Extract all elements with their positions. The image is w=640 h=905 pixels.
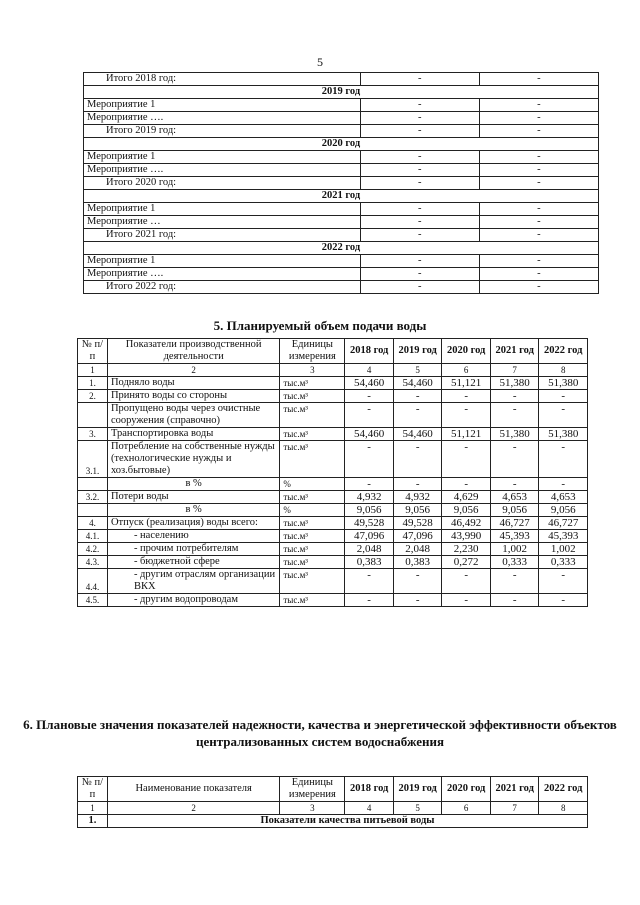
row-number: 4.2. bbox=[78, 543, 108, 556]
col-number: 2 bbox=[107, 802, 279, 815]
value-cell: 45,393 bbox=[539, 530, 588, 543]
table-row bbox=[78, 569, 588, 594]
water-supply-volume-table bbox=[77, 338, 588, 607]
indicator-name: в % bbox=[107, 478, 279, 491]
col-number: 8 bbox=[539, 802, 588, 815]
value-cell: - bbox=[345, 403, 394, 428]
value-cell: 1,002 bbox=[539, 543, 588, 556]
col-header: Единицы измерения bbox=[280, 777, 345, 802]
investment-plan-table bbox=[83, 72, 599, 294]
value-cell: 51,380 bbox=[539, 377, 588, 390]
col-header: 2020 год bbox=[442, 339, 491, 364]
col-number: 1 bbox=[78, 364, 108, 377]
value-cell: - bbox=[539, 594, 588, 607]
indicator-name: Транспортировка воды bbox=[107, 428, 279, 441]
value-cell: 47,096 bbox=[393, 530, 442, 543]
value-cell: 9,056 bbox=[442, 504, 491, 517]
row-number: 1. bbox=[78, 377, 108, 390]
value-cell: - bbox=[442, 594, 491, 607]
value-cell: - bbox=[442, 390, 491, 403]
value-cell: - bbox=[539, 569, 588, 594]
table-row bbox=[78, 377, 588, 390]
table-row bbox=[84, 229, 599, 242]
value-cell: 47,096 bbox=[345, 530, 394, 543]
col-header: 2019 год bbox=[393, 339, 442, 364]
table-row bbox=[84, 112, 599, 125]
col-number: 3 bbox=[280, 802, 345, 815]
row-number: 2. bbox=[78, 390, 108, 403]
value-cell: - bbox=[479, 73, 598, 86]
value-cell: - bbox=[360, 255, 479, 268]
value-cell: - bbox=[345, 390, 394, 403]
item-label: Итого 2018 год: bbox=[84, 73, 361, 86]
unit-cell: тыс.м³ bbox=[280, 530, 345, 543]
value-cell: - bbox=[490, 390, 539, 403]
value-cell: 49,528 bbox=[393, 517, 442, 530]
col-number: 2 bbox=[107, 364, 279, 377]
value-cell: 0,383 bbox=[393, 556, 442, 569]
table-row bbox=[78, 504, 588, 517]
col-header: Единицы измерения bbox=[280, 339, 345, 364]
value-cell: - bbox=[479, 125, 598, 138]
section-5-title: 5. Планируемый объем подачи воды bbox=[213, 318, 427, 333]
table-row bbox=[78, 403, 588, 428]
col-header: 2018 год bbox=[345, 777, 394, 802]
value-cell: 9,056 bbox=[490, 504, 539, 517]
row-number: 4.3. bbox=[78, 556, 108, 569]
unit-cell: тыс.м³ bbox=[280, 428, 345, 441]
table-row bbox=[78, 543, 588, 556]
year-label: 2020 год bbox=[84, 138, 599, 151]
value-cell: 1,002 bbox=[490, 543, 539, 556]
row-number bbox=[78, 504, 108, 517]
value-cell: 54,460 bbox=[345, 428, 394, 441]
value-cell: - bbox=[360, 268, 479, 281]
value-cell: 46,492 bbox=[442, 517, 491, 530]
col-header: Показатели производственной деятельности bbox=[107, 339, 279, 364]
value-cell: 54,460 bbox=[393, 377, 442, 390]
value-cell: 43,990 bbox=[442, 530, 491, 543]
value-cell: 51,380 bbox=[539, 428, 588, 441]
value-cell: - bbox=[479, 164, 598, 177]
value-cell: 2,048 bbox=[393, 543, 442, 556]
table-row bbox=[84, 281, 599, 294]
year-group-row bbox=[84, 138, 599, 151]
value-cell: 51,380 bbox=[490, 428, 539, 441]
col-number: 7 bbox=[490, 802, 539, 815]
value-cell: - bbox=[479, 229, 598, 242]
col-number: 5 bbox=[393, 802, 442, 815]
value-cell: 2,230 bbox=[442, 543, 491, 556]
item-label: Мероприятие 1 bbox=[84, 99, 361, 112]
unit-cell: % bbox=[280, 504, 345, 517]
value-cell: - bbox=[393, 403, 442, 428]
indicator-name: - прочим потребителям bbox=[107, 543, 279, 556]
value-cell: 4,932 bbox=[345, 491, 394, 504]
indicator-name: - другим водопроводам bbox=[107, 594, 279, 607]
header-row bbox=[78, 339, 588, 364]
unit-cell: тыс.м³ bbox=[280, 441, 345, 478]
unit-cell: тыс.м³ bbox=[280, 517, 345, 530]
value-cell: - bbox=[539, 390, 588, 403]
col-header: № п/п bbox=[78, 339, 108, 364]
value-cell: - bbox=[442, 441, 491, 478]
table-row bbox=[84, 164, 599, 177]
table-row bbox=[84, 255, 599, 268]
value-cell: - bbox=[360, 216, 479, 229]
numbering-row bbox=[78, 364, 588, 377]
value-cell: 51,121 bbox=[442, 377, 491, 390]
indicator-name: Подняло воды bbox=[107, 377, 279, 390]
table-row bbox=[78, 815, 588, 828]
row-number: 3.1. bbox=[78, 441, 108, 478]
page-number: 5 bbox=[317, 55, 323, 69]
row-number: 3.2. bbox=[78, 491, 108, 504]
table-row bbox=[78, 491, 588, 504]
item-label: Мероприятие … bbox=[84, 216, 361, 229]
col-header: № п/п bbox=[78, 777, 108, 802]
col-number: 6 bbox=[442, 364, 491, 377]
value-cell: - bbox=[360, 125, 479, 138]
value-cell: - bbox=[479, 281, 598, 294]
col-header: 2021 год bbox=[490, 339, 539, 364]
value-cell: 54,460 bbox=[345, 377, 394, 390]
unit-cell: тыс.м³ bbox=[280, 594, 345, 607]
value-cell: 54,460 bbox=[393, 428, 442, 441]
item-label: Мероприятие …. bbox=[84, 164, 361, 177]
item-label: Итого 2020 год: bbox=[84, 177, 361, 190]
section-6-title: 6. Плановые значения показателей надежности, качества и энергетической эффективности объектов централизованных систем водоснабжения bbox=[23, 717, 617, 749]
value-cell: - bbox=[490, 441, 539, 478]
table-row bbox=[84, 216, 599, 229]
indicator-name: Отпуск (реализация) воды всего: bbox=[107, 517, 279, 530]
row-number: 4.4. bbox=[78, 569, 108, 594]
value-cell: - bbox=[490, 478, 539, 491]
col-number: 8 bbox=[539, 364, 588, 377]
year-group-row bbox=[84, 190, 599, 203]
row-number: 4.5. bbox=[78, 594, 108, 607]
value-cell: - bbox=[479, 268, 598, 281]
indicator-name: - другим отраслям организации ВКХ bbox=[107, 569, 279, 594]
value-cell: - bbox=[393, 478, 442, 491]
table-row bbox=[78, 428, 588, 441]
item-label: Итого 2022 год: bbox=[84, 281, 361, 294]
value-cell: 0,333 bbox=[539, 556, 588, 569]
row-number: 3. bbox=[78, 428, 108, 441]
table-row bbox=[84, 177, 599, 190]
item-label: Мероприятие 1 bbox=[84, 151, 361, 164]
unit-cell: тыс.м³ bbox=[280, 377, 345, 390]
table-row bbox=[84, 73, 599, 86]
value-cell: - bbox=[360, 177, 479, 190]
value-cell: - bbox=[360, 73, 479, 86]
value-cell: - bbox=[360, 151, 479, 164]
unit-cell: тыс.м³ bbox=[280, 390, 345, 403]
table-row bbox=[84, 203, 599, 216]
value-cell: - bbox=[345, 594, 394, 607]
item-label: Мероприятие …. bbox=[84, 112, 361, 125]
value-cell: 0,333 bbox=[490, 556, 539, 569]
value-cell: - bbox=[479, 177, 598, 190]
value-cell: 51,380 bbox=[490, 377, 539, 390]
year-label: 2022 год bbox=[84, 242, 599, 255]
table-row bbox=[78, 530, 588, 543]
value-cell: 49,528 bbox=[345, 517, 394, 530]
col-header: 2022 год bbox=[539, 777, 588, 802]
item-label: Мероприятие 1 bbox=[84, 255, 361, 268]
table-row bbox=[78, 390, 588, 403]
unit-cell: % bbox=[280, 478, 345, 491]
col-header: Наименование показателя bbox=[107, 777, 279, 802]
unit-cell: тыс.м³ bbox=[280, 569, 345, 594]
row-number: 4.1. bbox=[78, 530, 108, 543]
col-header: 2020 год bbox=[442, 777, 491, 802]
row-number bbox=[78, 478, 108, 491]
year-group-row bbox=[84, 86, 599, 99]
table-row bbox=[84, 99, 599, 112]
value-cell: 45,393 bbox=[490, 530, 539, 543]
col-header: 2018 год bbox=[345, 339, 394, 364]
table-row bbox=[78, 478, 588, 491]
row-number: 4. bbox=[78, 517, 108, 530]
unit-cell: тыс.м³ bbox=[280, 403, 345, 428]
value-cell: 0,383 bbox=[345, 556, 394, 569]
value-cell: - bbox=[479, 112, 598, 125]
value-cell: 9,056 bbox=[539, 504, 588, 517]
table-row bbox=[78, 441, 588, 478]
indicator-name: Принято воды со стороны bbox=[107, 390, 279, 403]
value-cell: - bbox=[393, 441, 442, 478]
value-cell: - bbox=[360, 164, 479, 177]
value-cell: - bbox=[479, 203, 598, 216]
row-number bbox=[78, 403, 108, 428]
value-cell: - bbox=[539, 478, 588, 491]
row-number: 1. bbox=[78, 815, 108, 828]
col-number: 3 bbox=[280, 364, 345, 377]
value-cell: - bbox=[442, 569, 491, 594]
table-row bbox=[84, 125, 599, 138]
value-cell: - bbox=[345, 441, 394, 478]
year-label: 2019 год bbox=[84, 86, 599, 99]
value-cell: 46,727 bbox=[539, 517, 588, 530]
col-number: 4 bbox=[345, 802, 394, 815]
item-label: Итого 2019 год: bbox=[84, 125, 361, 138]
indicator-name: Потребление на собственные нужды (технологические нужды и хоз.бытовые) bbox=[107, 441, 279, 478]
unit-cell: тыс.м³ bbox=[280, 556, 345, 569]
value-cell: 51,121 bbox=[442, 428, 491, 441]
value-cell: - bbox=[539, 441, 588, 478]
value-cell: 9,056 bbox=[393, 504, 442, 517]
value-cell: - bbox=[490, 594, 539, 607]
col-number: 5 bbox=[393, 364, 442, 377]
unit-cell: тыс.м³ bbox=[280, 491, 345, 504]
value-cell: - bbox=[479, 99, 598, 112]
value-cell: 2,048 bbox=[345, 543, 394, 556]
value-cell: - bbox=[490, 569, 539, 594]
value-cell: - bbox=[393, 390, 442, 403]
col-number: 1 bbox=[78, 802, 108, 815]
header-row bbox=[78, 777, 588, 802]
value-cell: - bbox=[490, 403, 539, 428]
col-number: 6 bbox=[442, 802, 491, 815]
table-row bbox=[84, 151, 599, 164]
table-row bbox=[78, 556, 588, 569]
value-cell: - bbox=[360, 203, 479, 216]
value-cell: 4,629 bbox=[442, 491, 491, 504]
indicator-name: Пропущено воды через очистные сооружения (справочно) bbox=[107, 403, 279, 428]
col-number: 4 bbox=[345, 364, 394, 377]
unit-cell: тыс.м³ bbox=[280, 543, 345, 556]
col-number: 7 bbox=[490, 364, 539, 377]
col-header: 2019 год bbox=[393, 777, 442, 802]
value-cell: 46,727 bbox=[490, 517, 539, 530]
value-cell: 0,272 bbox=[442, 556, 491, 569]
value-cell: - bbox=[479, 151, 598, 164]
indicator-name: - населению bbox=[107, 530, 279, 543]
col-header: 2022 год bbox=[539, 339, 588, 364]
indicator-name: в % bbox=[107, 504, 279, 517]
indicator-name: Потери воды bbox=[107, 491, 279, 504]
value-cell: 4,653 bbox=[539, 491, 588, 504]
value-cell: 4,932 bbox=[393, 491, 442, 504]
table-row bbox=[78, 517, 588, 530]
value-cell: - bbox=[393, 569, 442, 594]
value-cell: - bbox=[539, 403, 588, 428]
value-cell: - bbox=[360, 99, 479, 112]
value-cell: - bbox=[360, 229, 479, 242]
value-cell: - bbox=[345, 569, 394, 594]
value-cell: - bbox=[360, 281, 479, 294]
indicator-name: - бюджетной сфере bbox=[107, 556, 279, 569]
value-cell: - bbox=[442, 403, 491, 428]
value-cell: - bbox=[442, 478, 491, 491]
value-cell: - bbox=[479, 216, 598, 229]
item-label: Итого 2021 год: bbox=[84, 229, 361, 242]
value-cell: 4,653 bbox=[490, 491, 539, 504]
year-label: 2021 год bbox=[84, 190, 599, 203]
table-row bbox=[78, 594, 588, 607]
value-cell: - bbox=[393, 594, 442, 607]
numbering-row bbox=[78, 802, 588, 815]
item-label: Мероприятие 1 bbox=[84, 203, 361, 216]
item-label: Мероприятие …. bbox=[84, 268, 361, 281]
col-header: 2021 год bbox=[490, 777, 539, 802]
value-cell: - bbox=[345, 478, 394, 491]
row-group-label: Показатели качества питьевой воды bbox=[107, 815, 587, 828]
year-group-row bbox=[84, 242, 599, 255]
reliability-indicators-table bbox=[77, 776, 588, 828]
value-cell: - bbox=[360, 112, 479, 125]
table-row bbox=[84, 268, 599, 281]
value-cell: 9,056 bbox=[345, 504, 394, 517]
value-cell: - bbox=[479, 255, 598, 268]
